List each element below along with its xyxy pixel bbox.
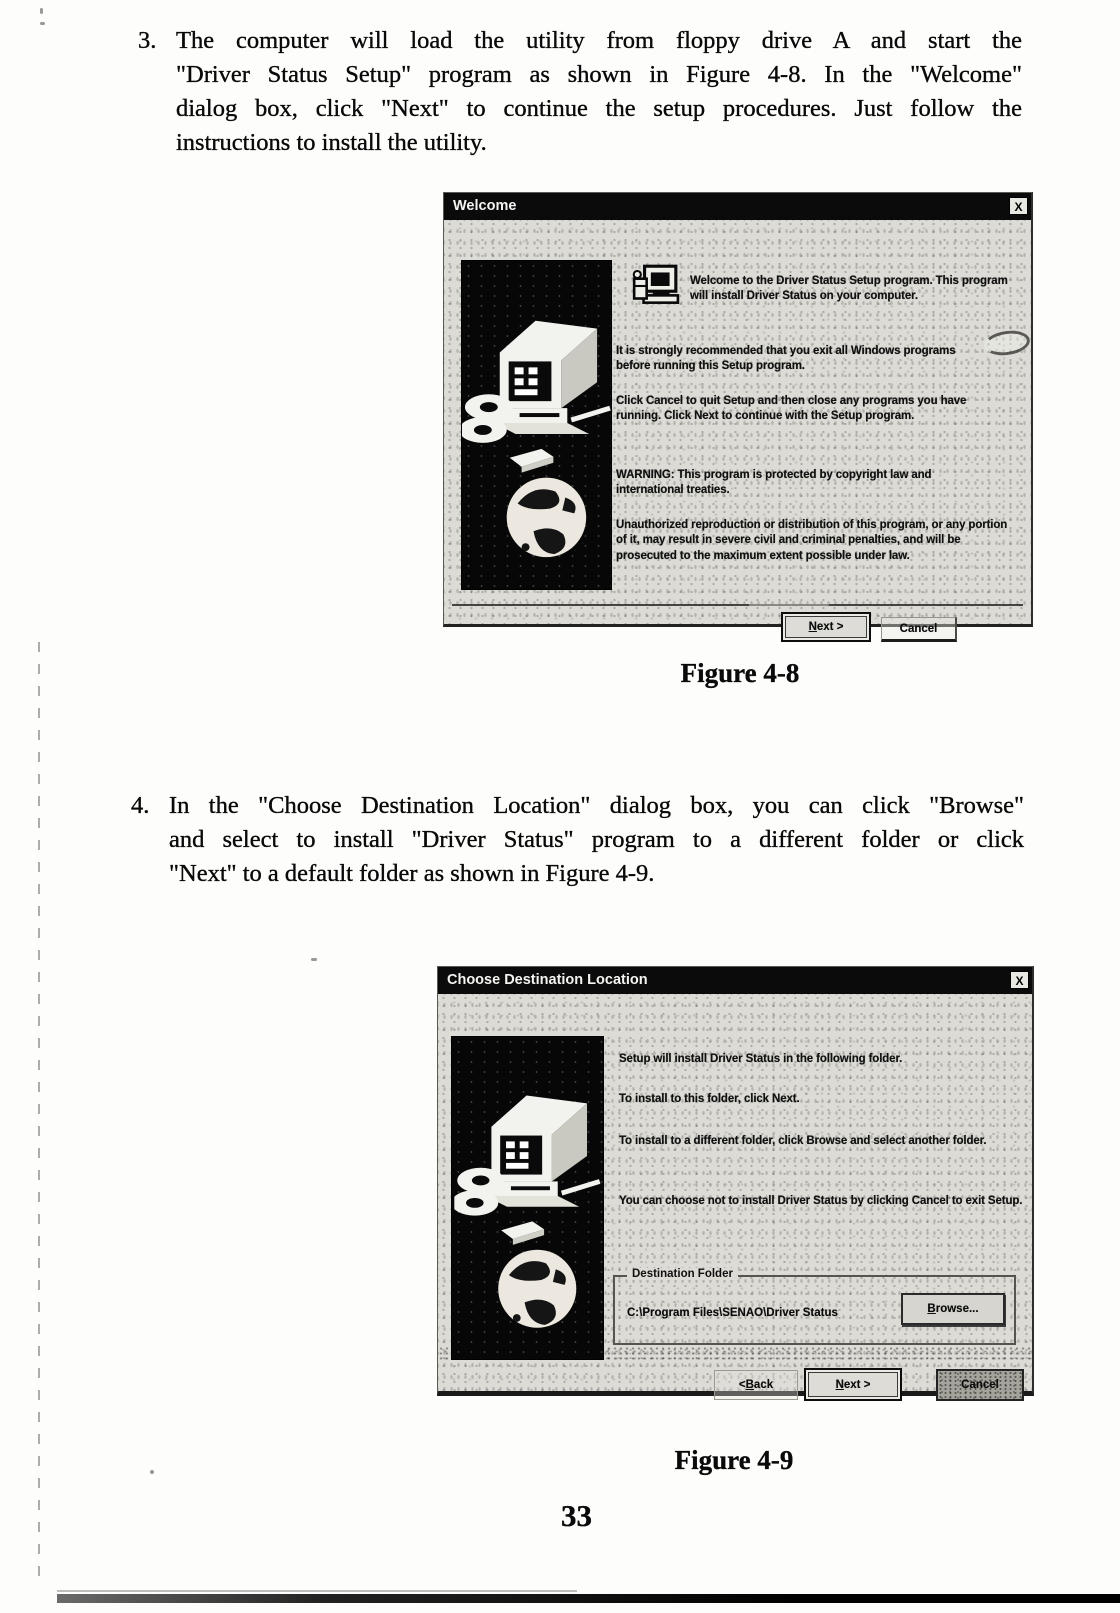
instruction-step-4 xyxy=(131,789,1024,891)
back-button[interactable] xyxy=(714,1370,798,1400)
computer-globe-art xyxy=(452,1037,603,1359)
destination-dialog xyxy=(437,966,1034,1396)
cancel-button[interactable] xyxy=(936,1369,1024,1401)
next-button[interactable] xyxy=(804,1368,902,1401)
welcome-dialog-title: Welcome xyxy=(453,198,517,214)
scan-artifact-bottom-hairline xyxy=(57,1590,577,1592)
step-text xyxy=(176,24,1022,160)
next-button-label: Next > xyxy=(835,1378,871,1391)
step-text-line: dialog box, click "Next" to continue the setup procedures. Just follow the xyxy=(176,95,1022,122)
step-text-line: "Next" to a default folder as shown in Figure 4-9. xyxy=(169,860,655,887)
cancel-button-label: Cancel xyxy=(961,1379,999,1391)
install-art-panel xyxy=(461,260,612,590)
step-text-line: instructions to install the utility. xyxy=(176,129,487,156)
dest-install-next-text: To install to this folder, click Next. xyxy=(619,1092,800,1105)
step-text-line: The computer will load the utility from floppy drive A and start the xyxy=(176,27,1022,54)
next-button[interactable] xyxy=(781,612,871,642)
step-text-line: In the "Choose Destination Location" dialog box, you can click "Browse" xyxy=(169,792,1024,819)
back-button-prefix: < xyxy=(738,1379,746,1391)
browse-button[interactable] xyxy=(901,1293,1005,1325)
step-number: 4. xyxy=(131,792,150,819)
browse-button-label: Browse... xyxy=(927,1303,979,1315)
destination-dialog-titlebar[interactable] xyxy=(438,967,1032,994)
cancel-button[interactable] xyxy=(881,617,957,642)
step-text-line: and select to install "Driver Status" program to a different folder or click xyxy=(169,826,1024,853)
scan-artifact-left-margin-line xyxy=(38,642,40,1580)
cancel-button-label: Cancel xyxy=(899,622,938,635)
destination-path: C:\Program Files\SENAO\Driver Status xyxy=(627,1307,838,1319)
welcome-dialog-body xyxy=(444,220,1031,635)
close-icon[interactable]: X xyxy=(1010,971,1029,989)
welcome-legal-text: Unauthorized reproduction or distribution of this program, or any portion of it, may result in severe civil and criminal penalties, and will be prosecuted to the maximum extent possible under law. xyxy=(616,518,1008,562)
dest-cancel-text: You can choose not to install Driver Status by clicking Cancel to exit Setup. xyxy=(619,1194,1023,1207)
welcome-dialog xyxy=(443,192,1033,635)
figure-4-8-caption: Figure 4-8 xyxy=(680,658,800,688)
next-button-label: Next > xyxy=(808,621,844,633)
instruction-step-3 xyxy=(138,24,1022,160)
step-number: 3. xyxy=(138,27,157,54)
destination-folder-group xyxy=(613,1268,1016,1345)
welcome-recommend-text: It is strongly recommended that you exit all Windows programs before running this Setup program. xyxy=(616,344,956,372)
welcome-instructions-text: Click Cancel to quit Setup and then close any programs you have running. Click Next to continue with the Setup program. xyxy=(616,394,967,422)
step-text xyxy=(169,789,1024,891)
install-art-panel xyxy=(451,1036,604,1360)
scan-artifact-speck xyxy=(40,8,43,14)
dest-browse-text: To install to a different folder, click Browse and select another folder. xyxy=(619,1134,987,1147)
page-number: 33 xyxy=(561,1498,592,1533)
scan-artifact-speck xyxy=(40,22,45,25)
welcome-intro-text: Welcome to the Driver Status Setup program. This program will install Driver Status on your computer. xyxy=(690,274,1008,302)
destination-dialog-body xyxy=(438,994,1032,1391)
computer-globe-art xyxy=(462,261,611,589)
figure-4-9-caption: Figure 4-9 xyxy=(674,1445,794,1475)
welcome-dialog-titlebar[interactable] xyxy=(444,193,1031,220)
scan-artifact-speck xyxy=(311,958,317,961)
scan-artifact-speck xyxy=(150,1470,154,1474)
setup-program-icon xyxy=(630,261,680,311)
destination-dialog-title: Choose Destination Location xyxy=(447,972,648,988)
scan-artifact-bottom-bar xyxy=(57,1594,1120,1603)
welcome-warning-text: WARNING: This program is protected by copyright law and international treaties. xyxy=(616,468,932,496)
button-separator xyxy=(452,604,1023,606)
close-icon[interactable]: X xyxy=(1009,197,1028,215)
destination-folder-group-label: Destination Folder xyxy=(627,1268,738,1280)
scan-noise-band xyxy=(438,1346,1032,1362)
step-text-line: "Driver Status Setup" program as shown in Figure 4-8. In the "Welcome" xyxy=(176,61,1022,88)
back-button-label: Back xyxy=(745,1379,774,1391)
dest-folder-info-text: Setup will install Driver Status in the following folder. xyxy=(619,1052,903,1065)
